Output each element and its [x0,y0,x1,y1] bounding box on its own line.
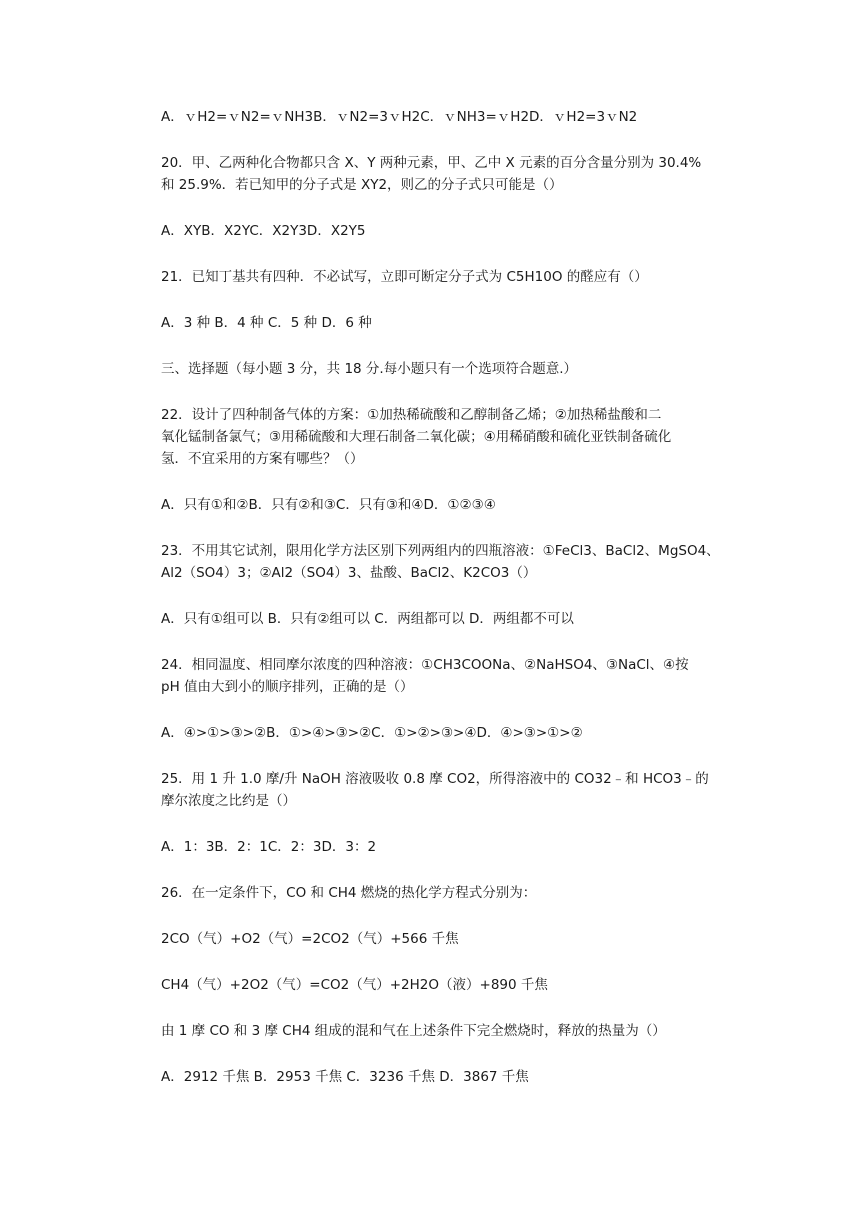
q23-stem-line1: 23．不用其它试剂，限用化学方法区别下列两组内的四瓶溶液：①FeCl3、BaCl2、MgSO4、 [161,543,720,559]
q22-stem-line3: 氢．不宜采用的方案有哪些？（） [161,451,364,467]
q25-options: A．1：3B．2：1C．2：3D．3：2 [161,839,377,855]
q26-question: 由 1 摩 CO 和 3 摩 CH4 组成的混和气在上述条件下完全燃烧时，释放的热量为（） [161,1023,666,1039]
q20-stem-line2: 和 25.9%．若已知甲的分子式是 XY2，则乙的分子式只可能是（） [161,177,563,193]
q25-stem-line1: 25．用 1 升 1.0 摩/升 NaOH 溶液吸收 0.8 摩 CO2，所得溶液中的 CO32﹣和 HCO3﹣的 [161,771,709,787]
q22-options: A．只有①和②B．只有②和③C．只有③和④D．①②③④ [161,497,496,513]
q24-options: A．④>①>③>②B．①>④>③>②C．①>②>③>④D．④>③>①>② [161,725,583,741]
document-content [161,106,737,1088]
q26-stem: 26．在一定条件下，CO 和 CH4 燃烧的热化学方程式分别为： [161,885,537,901]
q22-stem-line1: 22．设计了四种制备气体的方案：①加热稀硫酸和乙醇制备乙烯；②加热稀盐酸和二 [161,407,662,423]
q26-options: A．2912 千焦 B．2953 千焦 C．3236 千焦 D．3867 千焦 [161,1069,529,1085]
q26-equation-2: CH4（气）+2O2（气）=CO2（气）+2H2O（液）+890 千焦 [161,977,548,993]
section-heading: 三、选择题（每小题 3 分，共 18 分.每小题只有一个选项符合题意.） [161,361,578,377]
q23-options: A．只有①组可以 B．只有②组可以 C．两组都可以 D．两组都不可以 [161,611,574,627]
q24-stem-line2: pH 值由大到小的顺序排列，正确的是（） [161,679,414,695]
q20-stem-line1: 20．甲、乙两种化合物都只含 X、Y 两种元素，甲、乙中 X 元素的百分含量分别为 30.4% [161,155,702,171]
q19-options: A．ｖH2=ｖN2=ｖNH3B．ｖN2=3ｖH2C．ｖNH3=ｖH2D．ｖH2=3ｖN2 [161,109,638,125]
q24-stem-line1: 24．相同温度、相同摩尔浓度的四种溶液：①CH3COONa、②NaHSO4、③NaCl、④按 [161,657,689,673]
q23-stem-line2: Al2（SO4）3；②Al2（SO4）3、盐酸、BaCl2、K2CO3（） [161,565,537,581]
q25-stem-line2: 摩尔浓度之比约是（） [161,793,296,809]
q21-options: A．3 种 B．4 种 C．5 种 D．6 种 [161,315,372,331]
q26-equation-1: 2CO（气）+O2（气）=2CO2（气）+566 千焦 [161,931,459,947]
q20-options: A．XYB．X2YC．X2Y3D．X2Y5 [161,223,366,239]
q21-stem: 21．已知丁基共有四种．不必试写，立即可断定分子式为 C5H10O 的醛应有（） [161,269,648,285]
q22-stem-line2: 氧化锰制备氯气；③用稀硫酸和大理石制备二氧化碳；④用稀硝酸和硫化亚铁制备硫化 [161,429,672,445]
